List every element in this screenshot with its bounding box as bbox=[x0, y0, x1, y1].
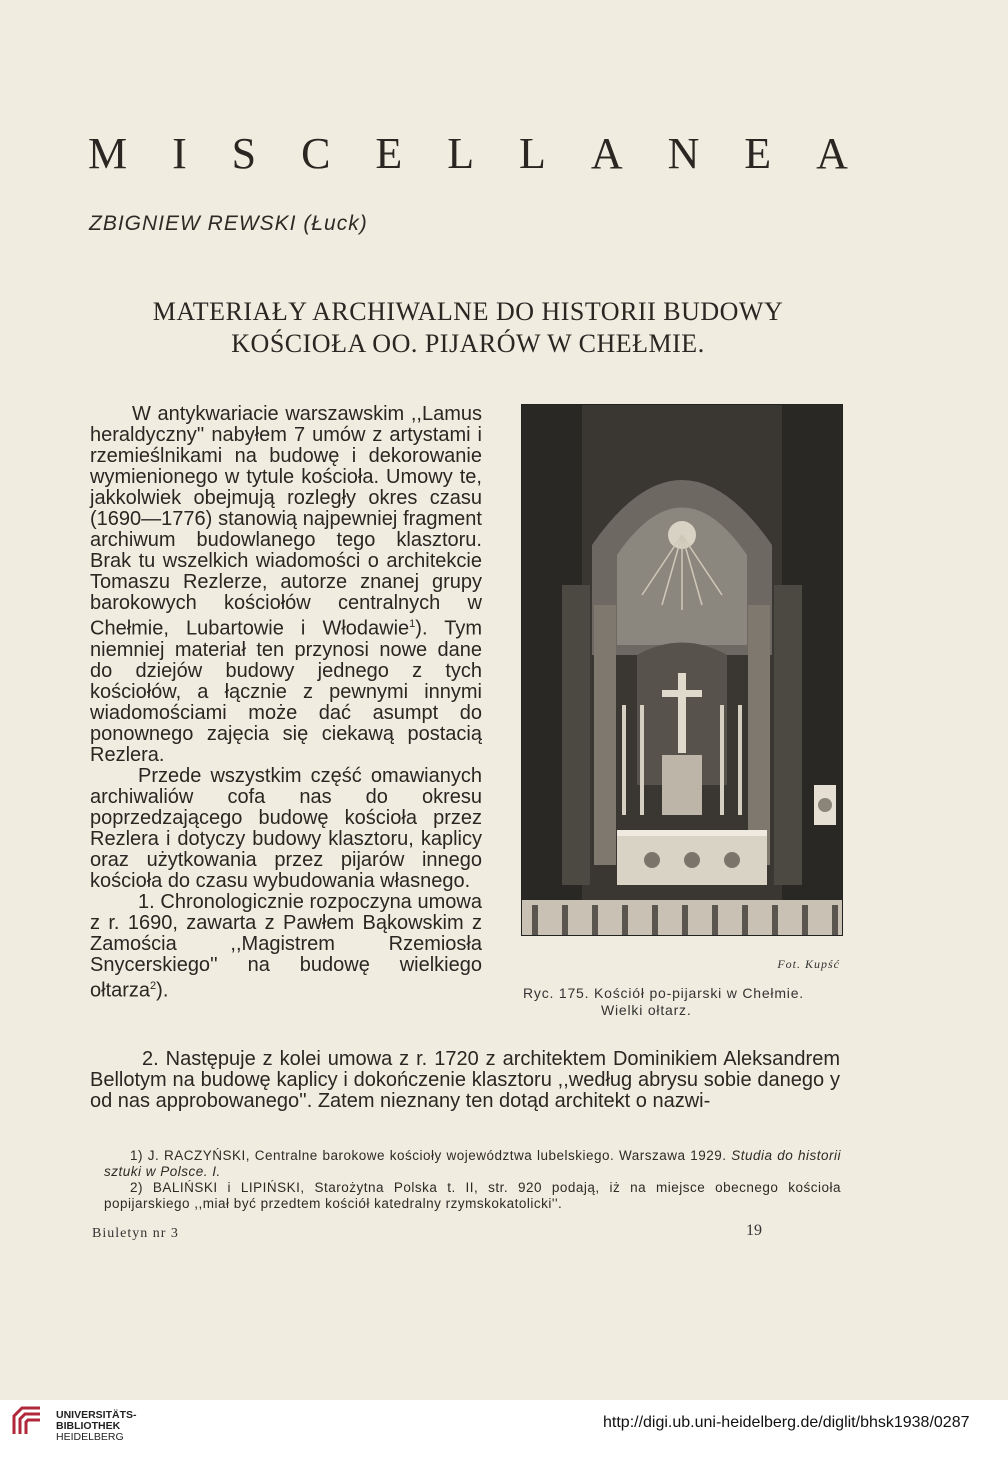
section-title bbox=[88, 128, 848, 179]
library-name: UNIVERSITÄTS- BIBLIOTHEK HEIDELBERG bbox=[56, 1409, 137, 1443]
footnote-2: 2) BALIŃSKI i LIPIŃSKI, Starożytna Polska t. II, str. 920 podają, iż na miejsce obecnego kościoła popijarskiego ,,miał być przedtem kościół katedralny rzymskokatolicki''. bbox=[104, 1180, 841, 1211]
viewer-footer bbox=[0, 1400, 1008, 1466]
section-title-letter: E bbox=[375, 129, 403, 178]
section-title-letter: C bbox=[301, 129, 331, 178]
article-title bbox=[85, 296, 851, 360]
full-width-text bbox=[90, 1049, 840, 1112]
library-logo-icon[interactable] bbox=[10, 1404, 46, 1440]
section-title-letter: S bbox=[231, 129, 257, 178]
section-title-letter: A bbox=[590, 129, 623, 178]
section-title-letter: N bbox=[667, 129, 700, 178]
footnote-1-mark: 1) bbox=[130, 1148, 144, 1163]
footnote-ref-1[interactable]: 1 bbox=[409, 618, 416, 630]
paragraph-1: W antykwariacie warszawskim ,,Lamus heraldyczny'' nabyłem 7 umów z artystami i rzemieślnikami na budowę i dekorowanie wymienionego w tytule kościoła. Umowy te, jakkolwiek obejmują rozległy okres czasu (1690—1776) stanowią najpewniej fragment archiwum budowlanego tego klasztoru. Brak tu wszelkich wiadomości o architekcie Tomaszu Rezlerze, autorze znanej grupy barokowych kościołów centralnych w Chełmie, Lubartowie i Włodawie$^1$). Tym niemniej materiał ten przynosi nowe dane do dziejów budowy jednego z tych kościołów, a łącznie z pewnymi innymi wiadomościami może dać asumpt do ponownego zajęcia się ciekawą postacią Rezlera. bbox=[90, 403, 482, 766]
section-title-letter: E bbox=[744, 129, 772, 178]
paragraph-3: 1. Chronologicznie rozpoczyna umowa z r. 1690, zawarta z Pawłem Bąkowskim z Zamościa ,,Magistrem Rzemiosła Snycerskiego'' na budowę wielkiego ołtarza$^2$). bbox=[90, 890, 482, 1002]
altar-photograph-image bbox=[522, 405, 842, 935]
paragraph-4: 2. Następuje z kolei umowa z r. 1720 z architektem Dominikiem Aleksandrem Bellotym na budowę kaplicy i dokończenie klasztoru ,,według abrysu sobie danego y od nas approbowanego''. Zatem nieznany ten dotąd architekt o nazwi- bbox=[90, 1048, 840, 1112]
section-title-letter: M bbox=[88, 129, 128, 178]
main-column bbox=[90, 404, 482, 1001]
footnote-2-mark: 2) bbox=[130, 1180, 144, 1195]
figure-caption-line-1: Ryc. 175. Kościół po-pijarski w Chełmie. bbox=[523, 985, 804, 1001]
journal-name: Biuletyn nr 3 bbox=[92, 1226, 179, 1241]
permalink-url[interactable]: http://digi.ub.uni-heidelberg.de/diglit/bhsk1938/0287 bbox=[603, 1414, 970, 1431]
section-title-letter: I bbox=[172, 129, 187, 178]
section-title-letter: L bbox=[447, 129, 475, 178]
paragraph-2: Przede wszystkim część omawianych archiwaliów cofa nas do okresu poprzedzającego budowę kościoła przez Rezlera i dotyczy budowy klasztoru, kaplicy oraz użytkowania przez pijarów innego kościoła do czasu wybudowania własnego. bbox=[90, 764, 482, 892]
author-line: ZBIGNIEW REWSKI (Łuck) bbox=[89, 212, 368, 235]
section-title-letter: A bbox=[816, 129, 848, 178]
article-title-line-2: KOŚCIOŁA OO. PIJARÓW W CHEŁMIE. bbox=[231, 329, 705, 358]
figure-caption-line-2: Wielki ołtarz. bbox=[601, 1002, 692, 1018]
article-title-line-1: MATERIAŁY ARCHIWALNE DO HISTORII BUDOWY bbox=[152, 297, 784, 326]
photo-credit: Fot. Kupść bbox=[777, 957, 840, 971]
section-title-letter: L bbox=[519, 129, 546, 178]
figure-caption bbox=[523, 985, 843, 1019]
page-number: 19 bbox=[746, 1222, 762, 1239]
altar-photograph bbox=[521, 404, 843, 936]
footnote-ref-2[interactable]: 2 bbox=[150, 979, 157, 992]
footnote-1: 1) J. RACZYŃSKI, Centralne barokowe kościoły województwa lubelskiego. Warszawa 1929. Studia do historii sztuki w Polsce. I. bbox=[104, 1148, 841, 1179]
footnotes bbox=[104, 1148, 841, 1212]
